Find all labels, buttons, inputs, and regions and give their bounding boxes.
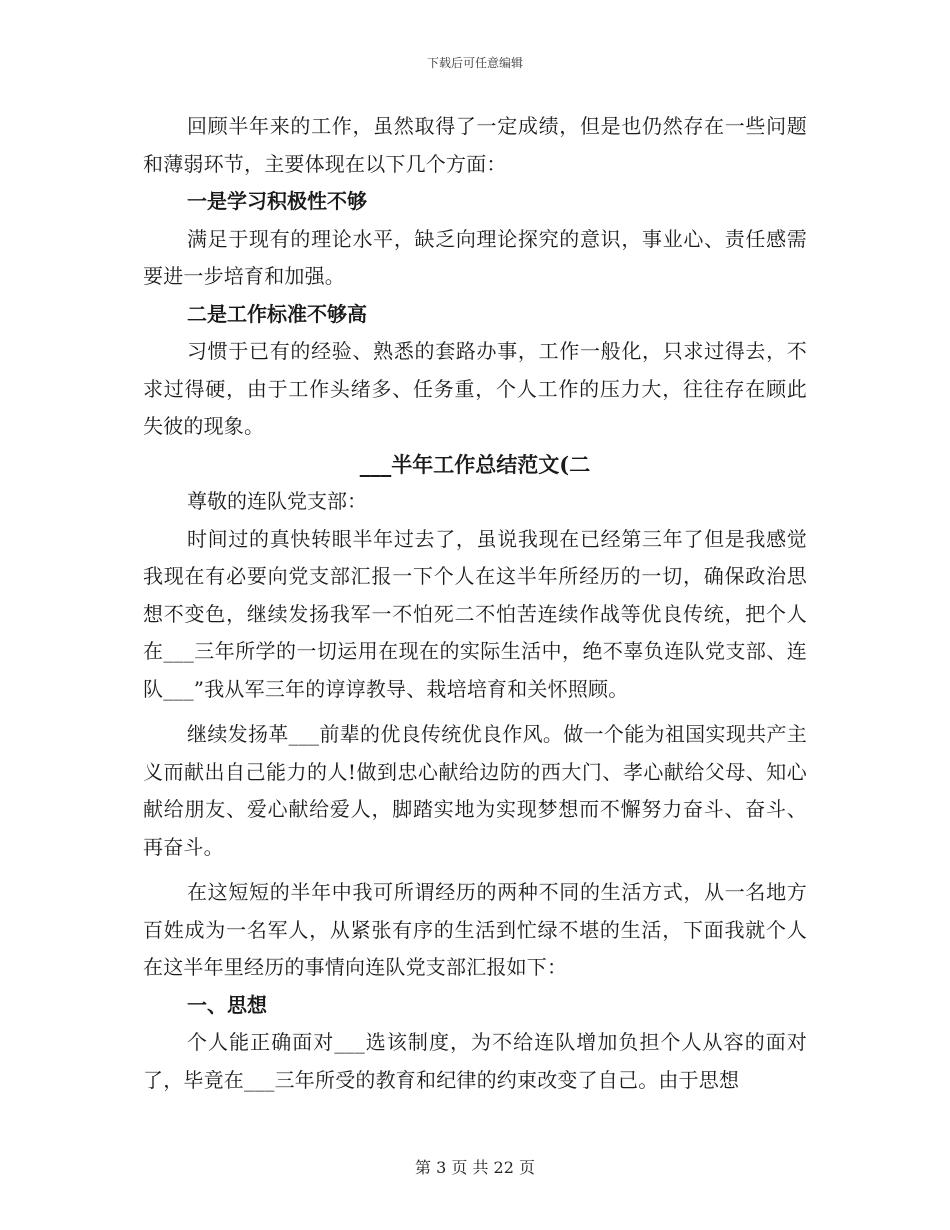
- report-paragraph-1: 时间过的真快转眼半年过去了，虽说我现在已经第三年了但是我感觉我现在有必要向党支部汇报一下个人在这半年所经历的一切，确保政治思想不变色，继续发扬我军一不怕死二不怕苦连续作战等优良传统，把个人在___三年所学的一切运用在现在的实际生活中，绝不辜负连队党支部、连队___”我从军三年的谆谆教导、栽培培育和关怀照顾。: [143, 526, 807, 701]
- learning-paragraph: 满足于现有的理论水平，缺乏向理论探究的意识，事业心、责任感需要进一步培育和加强。: [143, 226, 807, 288]
- page-footer: 第 3 页 共 22 页: [415, 1158, 535, 1177]
- intro-paragraph: 回顾半年来的工作，虽然取得了一定成绩，但是也仍然存在一些问题和薄弱环节，主要体现在以下几个方面：: [143, 114, 807, 176]
- page-header: 下载后可任意编辑: [426, 56, 523, 70]
- standard-paragraph: 习惯于已有的经验、熟悉的套路办事，工作一般化，只求过得去，不求过得硬，由于工作头绪多、任务重，个人工作的压力大，往往存在顾此失彼的现象。: [143, 339, 807, 438]
- salutation: 尊敬的连队党支部：: [187, 489, 367, 513]
- subheading-thought: 一、思想: [187, 992, 267, 1017]
- report-paragraph-3: 在这短短的半年中我可所谓经历的两种不同的生活方式，从一名地方百姓成为一名军人，从紧张有序的生活到忙绿不堪的生活，下面我就个人在这半年里经历的事情向连队党支部汇报如下：: [143, 880, 807, 979]
- subheading-standard: 二是工作标准不够高: [187, 301, 367, 326]
- section-title: ___半年工作总结范文(二: [359, 451, 591, 477]
- report-paragraph-2: 继续发扬革___前辈的优良传统优良作风。做一个能为祖国实现共产主义而献出自己能力的人!做到忠心献给边防的西大门、孝心献给父母、知心献给朋友、爱心献给爱人，脚踏实地为实现梦想而不懈努力奋斗、奋斗、再奋斗。: [143, 722, 807, 859]
- thought-paragraph: 个人能正确面对___选该制度，为不给连队增加负担个人从容的面对了，毕竟在___三年所受的教育和纪律的约束改变了自己。由于思想: [143, 1030, 807, 1092]
- subheading-learning: 一是学习积极性不够: [187, 189, 367, 213]
- document-body: [143, 108, 807, 1099]
